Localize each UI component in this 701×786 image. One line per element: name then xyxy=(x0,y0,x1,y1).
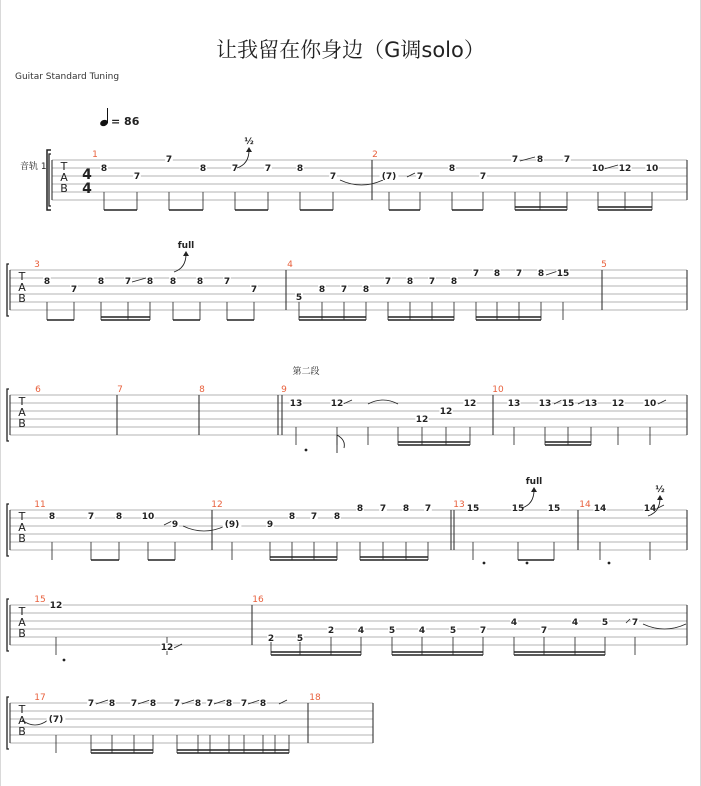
slide-line xyxy=(182,700,194,704)
tab-clef-letter: T xyxy=(18,270,26,283)
fret-number: 12 xyxy=(618,164,632,174)
tab-clef-letter: A xyxy=(18,714,26,727)
tab-clef-letter: T xyxy=(18,703,26,716)
fret-number: 15 xyxy=(561,399,575,409)
fret-number: 12 xyxy=(330,399,344,409)
hammer-slur xyxy=(368,400,398,404)
fret-number: 8 xyxy=(296,164,304,174)
fret-number: 9 xyxy=(266,520,274,530)
note-flag xyxy=(337,435,344,453)
bend-curve xyxy=(174,254,186,272)
fret-number: 10 xyxy=(591,164,605,174)
fret-number: 7 xyxy=(384,277,392,287)
fret-number: 15 xyxy=(466,504,480,514)
fret-number: 4 xyxy=(571,618,579,628)
fret-number: 8 xyxy=(194,699,202,709)
slide-line xyxy=(138,700,150,704)
fret-number: 5 xyxy=(449,626,457,636)
tab-clef-letter: B xyxy=(18,417,26,430)
fret-number: 7 xyxy=(424,504,432,514)
fret-number: 7 xyxy=(250,285,258,295)
fret-number: 8 xyxy=(97,277,105,287)
fret-number: 8 xyxy=(402,504,410,514)
rhythm-dot xyxy=(305,449,308,452)
slide-line xyxy=(248,700,260,704)
fret-number: (7) xyxy=(48,715,64,725)
fret-number: 15 xyxy=(556,269,570,279)
fret-number: 12 xyxy=(160,643,174,653)
fret-number: 7 xyxy=(563,155,571,165)
measure-number: 3 xyxy=(34,260,40,270)
staff-bracket xyxy=(7,697,9,749)
fret-number: 8 xyxy=(356,504,364,514)
slide-line xyxy=(96,700,108,704)
fret-number: 8 xyxy=(108,699,116,709)
bend-arrow-icon xyxy=(657,495,663,500)
fret-number: 10 xyxy=(643,399,657,409)
tab-clef-letter: T xyxy=(60,160,68,173)
tie-slur xyxy=(643,624,686,629)
fret-number: 7 xyxy=(70,285,78,295)
measure-number: 10 xyxy=(492,385,504,395)
fret-number: 4 xyxy=(357,626,365,636)
fret-number: (7) xyxy=(381,172,397,182)
fret-number: 12 xyxy=(463,399,477,409)
tab-clef-letter: T xyxy=(18,395,26,408)
measure-number: 15 xyxy=(34,595,46,605)
measure-number: 4 xyxy=(287,260,293,270)
bend-amount: ½ xyxy=(244,137,254,147)
bend-amount: ½ xyxy=(655,485,665,495)
fret-number: 8 xyxy=(450,277,458,287)
fret-number: 7 xyxy=(631,618,639,628)
fret-number: 8 xyxy=(225,699,233,709)
fret-number: 7 xyxy=(329,172,337,182)
fret-number: 7 xyxy=(223,277,231,287)
fret-number: 7 xyxy=(479,172,487,182)
measure-number: 14 xyxy=(579,500,591,510)
time-signature-top: 4 xyxy=(82,167,92,183)
measure-number: 7 xyxy=(117,385,123,395)
slide-line xyxy=(343,400,352,404)
fret-number: 4 xyxy=(510,618,518,628)
rhythm-dot xyxy=(608,562,611,565)
measure-number: 1 xyxy=(92,150,98,160)
slide-line xyxy=(132,278,146,282)
fret-number: 8 xyxy=(318,285,326,295)
slide-line xyxy=(214,700,226,704)
fret-number: 5 xyxy=(296,634,304,644)
bend-arrow-icon xyxy=(531,487,537,492)
fret-number: 10 xyxy=(645,164,659,174)
fret-number: 8 xyxy=(196,277,204,287)
slide-line xyxy=(164,521,172,525)
fret-number: 10 xyxy=(141,512,155,522)
fret-number: 7 xyxy=(379,504,387,514)
fret-number: 12 xyxy=(439,407,453,417)
tab-clef-letter: A xyxy=(18,406,26,419)
fret-number: 12 xyxy=(415,415,429,425)
tab-clef-letter: T xyxy=(18,510,26,523)
fret-number: 8 xyxy=(448,164,456,174)
fret-number: 14 xyxy=(643,504,657,514)
fret-number: 7 xyxy=(515,269,523,279)
fret-number: 7 xyxy=(133,172,141,182)
fret-number: 13 xyxy=(538,399,552,409)
fret-number: 7 xyxy=(479,626,487,636)
slide-line xyxy=(407,173,415,177)
slide-line xyxy=(658,400,666,404)
fret-number: 8 xyxy=(259,699,267,709)
fret-number: 7 xyxy=(173,699,181,709)
slide-line xyxy=(174,644,182,648)
fret-number: 7 xyxy=(310,512,318,522)
fret-number: 8 xyxy=(100,164,108,174)
tab-clef-letter: B xyxy=(18,532,26,545)
tab-clef-letter: T xyxy=(18,605,26,618)
slide-line xyxy=(279,700,287,704)
fret-number: 5 xyxy=(388,626,396,636)
tab-clef-letter: A xyxy=(18,616,26,629)
tab-clef-letter: A xyxy=(18,521,26,534)
fret-number: 9 xyxy=(171,520,179,530)
time-signature-bottom: 4 xyxy=(82,181,92,197)
bend-amount: full xyxy=(525,477,543,487)
measure-number: 6 xyxy=(35,385,41,395)
measure-number: 13 xyxy=(453,500,465,510)
tuning-label: Guitar Standard Tuning xyxy=(15,72,120,82)
measure-number: 18 xyxy=(309,693,321,703)
tab-clef-letter: B xyxy=(60,182,68,195)
rhythm-dot xyxy=(63,659,66,662)
measure-number: 8 xyxy=(199,385,205,395)
fret-number: 7 xyxy=(87,699,95,709)
tab-clef-letter: A xyxy=(18,281,26,294)
fret-number: 7 xyxy=(511,155,519,165)
slide-line xyxy=(520,157,535,161)
fret-number: 7 xyxy=(540,626,548,636)
rhythm-dot xyxy=(483,562,486,565)
bend-arrow-icon xyxy=(183,251,189,256)
fret-number: (9) xyxy=(224,520,240,530)
song-title: 让我留在你身边（G调solo） xyxy=(216,38,485,62)
tie-slur xyxy=(22,720,48,725)
fret-number: 8 xyxy=(537,269,545,279)
fret-number: 7 xyxy=(124,277,132,287)
fret-number: 12 xyxy=(49,601,63,611)
fret-number: 7 xyxy=(240,699,248,709)
measure-number: 16 xyxy=(252,595,264,605)
measure-number: 5 xyxy=(601,260,607,270)
staff-bracket xyxy=(7,504,9,556)
fret-number: 5 xyxy=(295,293,303,303)
fret-number: 8 xyxy=(406,277,414,287)
measure-number: 12 xyxy=(211,500,223,510)
bend-arrow-icon xyxy=(246,147,252,152)
fret-number: 7 xyxy=(416,172,424,182)
fret-number: 7 xyxy=(130,699,138,709)
fret-number: 13 xyxy=(584,399,598,409)
tempo-value: = 86 xyxy=(111,115,140,128)
tie-slur xyxy=(183,526,225,531)
slide-line xyxy=(604,165,618,169)
fret-number: 8 xyxy=(169,277,177,287)
measure-number: 9 xyxy=(281,385,287,395)
fret-number: 13 xyxy=(289,399,303,409)
fret-number: 7 xyxy=(165,155,173,165)
fret-number: 8 xyxy=(536,155,544,165)
staff-bracket xyxy=(49,154,51,206)
fret-number: 7 xyxy=(472,269,480,279)
fret-number: 7 xyxy=(206,699,214,709)
fret-number: 14 xyxy=(593,504,607,514)
fret-number: 2 xyxy=(267,634,275,644)
fret-number: 7 xyxy=(264,164,272,174)
fret-number: 7 xyxy=(340,285,348,295)
tab-clef-letter: B xyxy=(18,725,26,738)
rhythm-dot xyxy=(526,562,529,565)
fret-number: 8 xyxy=(115,512,123,522)
measure-number: 11 xyxy=(34,500,46,510)
tab-clef-letter: B xyxy=(18,627,26,640)
fret-number: 8 xyxy=(333,512,341,522)
fret-number: 4 xyxy=(418,626,426,636)
fret-number: 8 xyxy=(48,512,56,522)
track-name: 音轨 1 xyxy=(20,162,47,172)
fret-number: 13 xyxy=(507,399,521,409)
fret-number: 5 xyxy=(601,618,609,628)
fret-number: 8 xyxy=(362,285,370,295)
fret-number: 8 xyxy=(146,277,154,287)
fret-number: 15 xyxy=(547,504,561,514)
fret-number: 12 xyxy=(611,399,625,409)
fret-number: 8 xyxy=(493,269,501,279)
bend-amount: full xyxy=(177,241,195,251)
section-label: 第二段 xyxy=(292,367,320,377)
fret-number: 7 xyxy=(231,164,239,174)
staff-bracket xyxy=(7,389,9,441)
fret-number: 15 xyxy=(511,504,525,514)
fret-number: 8 xyxy=(149,699,157,709)
measure-number: 2 xyxy=(372,150,378,160)
fret-number: 8 xyxy=(43,277,51,287)
staff-bracket xyxy=(7,599,9,651)
measure-number: 17 xyxy=(34,693,46,703)
tab-clef-letter: B xyxy=(18,292,26,305)
staff-bracket xyxy=(7,264,9,316)
fret-number: 8 xyxy=(199,164,207,174)
fret-number: 7 xyxy=(87,512,95,522)
fret-number: 7 xyxy=(428,277,436,287)
fret-number: 8 xyxy=(288,512,296,522)
fret-number: 2 xyxy=(327,626,335,636)
tab-clef-letter: A xyxy=(60,171,68,184)
